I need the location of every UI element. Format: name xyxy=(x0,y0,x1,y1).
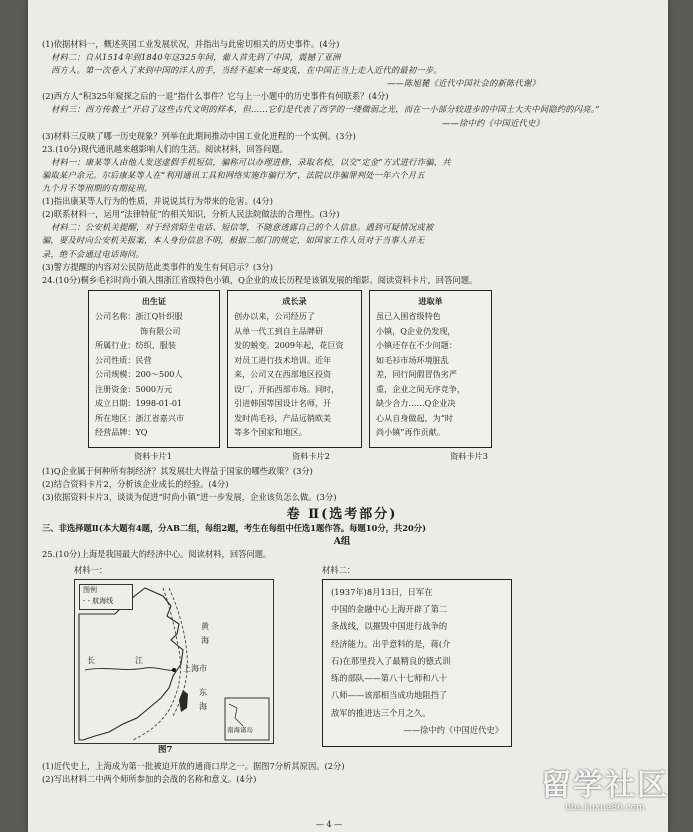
card-captions xyxy=(134,450,642,463)
card-title: 出生证 xyxy=(141,295,167,306)
quote-line: 经济能力。出乎意料的是，蒋(介 xyxy=(331,638,451,649)
card-row: 虽已入围省级特色 xyxy=(376,311,441,322)
quote-line: 八师——该部相当成功地阻挡了 xyxy=(331,690,448,701)
part1-line: (2)西方人“积325年窥探之后的一退”指什么事件？它与上一小题中的历史事件有何联系？(4分) xyxy=(42,91,389,102)
question-24 xyxy=(42,274,642,504)
resource-cards xyxy=(88,290,642,448)
source-line: ——陈旭麓《近代中国社会的新陈代谢》 xyxy=(387,78,540,89)
q23-line: 材料二：公安机关提醒，对于经营陌生电话、短信等，不随意透露自己的个人信息。遇到可疑情况或被 xyxy=(51,222,434,233)
card-row: 等多个国家和地区。 xyxy=(234,427,307,438)
resource-card-3 xyxy=(369,290,492,448)
figure-caption: 图7 xyxy=(158,744,173,755)
exam-page xyxy=(42,38,642,786)
card-caption: 资料卡片3 xyxy=(449,450,488,461)
quote-line: 敌军的推进达三个月之久。 xyxy=(331,707,431,718)
q24-question: (3)依据资料卡片3，谈谈为促进“时尚小镇”进一步发展，企业该负怎么做。(3分) xyxy=(42,492,337,503)
card-row: 设厂，开拓西部市场。同时， xyxy=(234,383,340,394)
card-row: 从单一代工到自主品牌研 xyxy=(234,325,324,336)
map-legend xyxy=(79,584,133,610)
quote-line: 练的部队——第八十七师和八十 xyxy=(331,673,448,684)
material-label: 材料二： xyxy=(322,564,356,575)
card-row: 如毛衫市场环境脏乱 xyxy=(376,354,449,365)
map-label: 长 xyxy=(87,655,95,665)
map-label: 黄 xyxy=(201,621,209,631)
group-title: A组 xyxy=(333,536,351,548)
q24-question: (1)Q企业属于何种所有制经济？其发展壮大得益于国家的哪些政策？(3分) xyxy=(42,465,313,476)
q23-line: 录，绝不会通过电话询问。 xyxy=(42,248,144,259)
material-1 xyxy=(74,564,304,757)
quote-box xyxy=(322,579,512,747)
card-row: 来，公司又在西部地区投资 xyxy=(234,369,332,380)
card-row: 创办以来，公司经历了 xyxy=(234,311,315,322)
resource-card-1 xyxy=(88,290,220,448)
source-line: ——徐中约《中国近代史》 xyxy=(442,117,544,128)
card-row: 公司名称：浙江Q针织服 xyxy=(95,311,183,322)
card-row: 对员工进行技术培训。近年 xyxy=(234,354,332,365)
quote-line: (1937年)8月13日，日军在 xyxy=(331,586,433,597)
part1-line: 材料二：自从1514年到1840年这325年间，葡人首先到了中国，震撼了亚洲 xyxy=(51,52,341,63)
section-rule: 三、非选择题Ⅱ(本大题有4题，分AB二组，每组2题，考生在每组中任选1题作答。每题10分，共20分) xyxy=(42,523,426,534)
q23-line: 材料一：康某等人由他人发送虚假手机短信，骗称可以办理进修，录取名校，以交“定金”方式进行诈骗，共 xyxy=(51,156,451,167)
card-row: 所属行业：纺织、服装 xyxy=(95,340,176,351)
card-row: 差，同行间假冒伪劣严 xyxy=(376,369,457,380)
q25-question: (1)近代史上，上海成为第一批被迫开放的通商口岸之一。据图7分析其原因。(2分) xyxy=(42,760,345,771)
q23-line: 骗取某户余元。尔后康某等人在“利用通讯工具和网络实施诈骗行为”，法院以诈骗罪判处一年六个月五 xyxy=(42,169,425,180)
card-row: 尚小镇”再作贡献。 xyxy=(376,427,445,438)
map-label: 海 xyxy=(201,635,209,645)
card-row: 公司性质：民营 xyxy=(95,354,152,365)
card-title: 进取单 xyxy=(418,295,443,306)
card-row: 缺少合力……Q企业决 xyxy=(376,398,456,409)
card-row: 成立日期：1998-01-01 xyxy=(95,398,183,409)
map-label: 江 xyxy=(135,655,143,665)
card-row: 心从自身做起，为“时 xyxy=(376,412,453,423)
card-row: 小镇还存在不少问题： xyxy=(376,340,457,351)
watermark-url: bbs.liuxue86.com xyxy=(565,803,645,813)
card-row: 引进韩国等国设计名师，开 xyxy=(234,398,332,409)
q23-line: 23.(10分)现代通讯越来越影响人们的生活。阅读材料，回答问题。 xyxy=(42,143,288,154)
q25-question: (2)写出材料二中两个师所参加的会战的名称和意义。(4分) xyxy=(42,773,257,784)
legend-title: 图例 xyxy=(83,585,97,594)
card-row: 饰有限公司 xyxy=(140,325,181,336)
map-figure xyxy=(74,579,274,744)
map-label: 上海市 xyxy=(183,663,207,673)
question-23 xyxy=(42,143,642,274)
map-label: 东 xyxy=(199,687,207,697)
q24-question: (2)结合资料卡片2，分析该企业成长的经验。(4分) xyxy=(42,478,229,489)
part1-block xyxy=(42,38,642,143)
map-label: 海 xyxy=(199,701,207,711)
part1-line: (3)材料三反映了哪一历史现象？列举在此期间推动中国工业化进程的一个实例。(3分) xyxy=(42,130,356,141)
card-row: 注册资金：5000万元 xyxy=(95,383,173,394)
part1-line: 西方人。第一次卷入了来到中国的洋人的手，当经不起来一场变乱，在中国正当上走入近代的最初一步。 xyxy=(51,65,442,76)
card-row: 公司规模：200～500人 xyxy=(95,369,183,380)
q24-intro: 24.(10分)桐乡毛衫时尚小镇入围浙江省级特色小镇，Q企业的成长历程是该镇发展的缩影。阅读资料卡片，回答问题。 xyxy=(42,274,478,285)
q23-line: 九个月不等刑期的有期徒刑。 xyxy=(42,183,153,194)
part1-line: 材料三：西方传教士“开启了这些古代文明的样本，但……它们是代表了西学的一缕微弱之光，而在一小部分较进步的中国士大夫中间隐约的闪亮。” xyxy=(51,104,600,115)
q25-materials xyxy=(42,564,642,757)
watermark-title: 留学社区 xyxy=(541,768,669,803)
taiwan-island xyxy=(179,690,188,712)
yangtze-river-path xyxy=(85,667,175,670)
card-row: 发的蜕变。2009年起，花巨资 xyxy=(234,340,344,351)
page-number: — 4 — xyxy=(316,820,343,829)
q23-line: (1)指出康某等人行为的性质，并说说其行为带来的危害。(4分) xyxy=(42,196,273,207)
watermark xyxy=(541,769,669,814)
resource-card-2 xyxy=(227,290,362,448)
card-caption: 资料卡片2 xyxy=(291,450,330,461)
q23-line: (2)联系材料一，运用“法律特征”的相关知识，分析人民法院做法的合理性。(3分) xyxy=(42,209,340,220)
quote-source: ——徐中约《中国近代史》 xyxy=(403,725,503,735)
shanghai-marker xyxy=(172,668,176,672)
card-row: 小镇，Q企业仍发现， xyxy=(376,325,456,336)
section-title: 卷 Ⅱ(选考部分) xyxy=(286,507,398,523)
quote-line: 条战线，以摧毁中国进行战争的 xyxy=(331,621,448,632)
q23-line: 骗，要及时向公安机关报案，本人身份信息不明，根据二部门的规定，如国家工作人员对于当事人并无 xyxy=(42,235,425,246)
card-caption: 资料卡片1 xyxy=(134,450,172,461)
material-label: 材料一： xyxy=(74,564,108,575)
part1-line: (1)依据材料一，概述英国工业发展状况，并指出与此密切相关的历史事件。(4分) xyxy=(42,39,340,49)
card-row: 所在地区：浙江省嘉兴市 xyxy=(95,412,185,423)
card-row: 重，企业之间无序竞争， xyxy=(376,383,466,394)
card-row: 经营品牌：YQ xyxy=(95,427,148,438)
map-label: 南海诸岛 xyxy=(227,725,253,734)
card-row: 发时尚毛衫，产品远销欧美 xyxy=(234,412,332,423)
quote-line: 石)在那里投入了最精良的德式训 xyxy=(331,655,451,666)
material-2 xyxy=(322,564,532,757)
legend-item: - - 航海线 xyxy=(83,596,114,605)
card-title: 成长录 xyxy=(282,295,307,306)
q25-intro: 25.(10分)上海是我国最大的经济中心。阅读材料，回答问题。 xyxy=(42,549,272,560)
q23-line: (3)警方提醒的内容对公民防范此类事件的发生有何启示？(3分) xyxy=(42,261,273,272)
quote-line: 中国的金融中心上海开辟了第二 xyxy=(331,603,448,614)
